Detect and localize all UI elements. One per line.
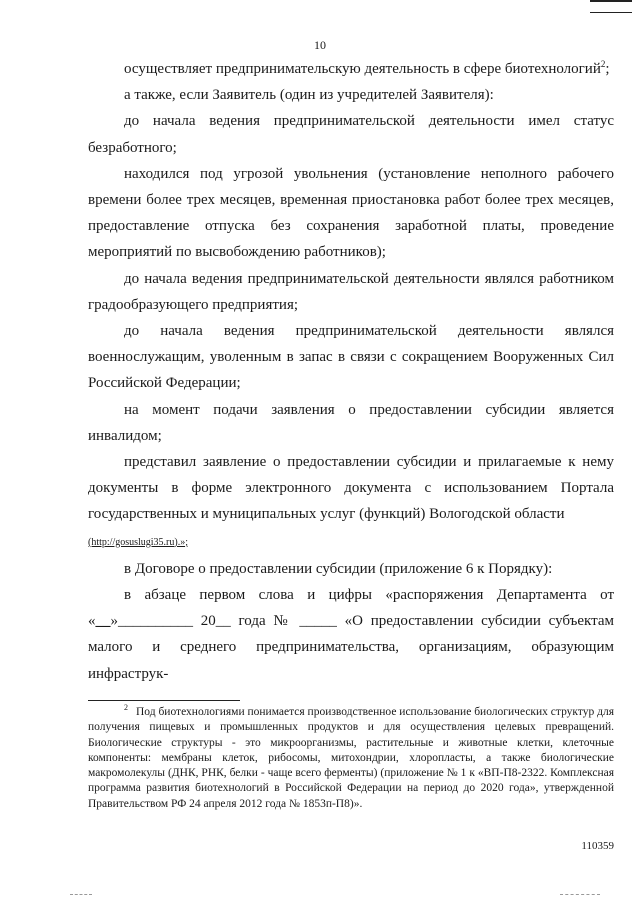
paragraph-disabled: на момент подачи заявления о предоставлении субсидии является инвалидом; — [88, 401, 614, 444]
page-number: 10 — [314, 38, 326, 52]
paragraph-city-forming-enterprise: до начала ведения предпринимательской деятельности являлся работником градообразующего предприятия; — [88, 270, 614, 313]
scan-edge-mark-right — [560, 894, 600, 896]
paragraph-dismissal-threat: находился под угрозой увольнения (установление неполного рабочего времени более трех месяцев, временная приостановка работ более трех месяцев, предоставление отпуска без сохранения заработной платы, проведение мероприятий по высвобождению работников); — [88, 165, 614, 261]
body-text — [88, 56, 614, 687]
paragraph-founder-intro: а также, если Заявитель (один из учредителей Заявителя): — [124, 87, 494, 104]
paragraph-electronic-application: представил заявление о предоставлении субсидии и прилагаемые к нему документы в форме электронного документа с использованием Портала государственных и муниципальных услуг (функций) Вологодской области (http://gosuslugi35.ru).»; — [88, 454, 614, 548]
footnote-divider — [88, 700, 240, 701]
footnote — [88, 705, 614, 812]
portal-link[interactable]: (http://gosuslugi35.ru).»; — [88, 536, 188, 548]
paragraph-biotech: осуществляет предпринимательскую деятельность в сфере биотехнологий$^2$; — [124, 59, 610, 77]
paragraph-unemployed: до начала ведения предпринимательской деятельности имел статус безработного; — [88, 113, 614, 156]
scan-edge-mark-left — [70, 894, 92, 896]
blank-number: _____ — [299, 613, 337, 630]
blank-day: __ — [95, 613, 111, 630]
blank-month: __________ — [118, 613, 193, 630]
footnote-text: Под биотехнологиями понимается производственное использование биологических структур для получения пищевых и промышленных продуктов и для осуществления целевых превращений. Биологические структуры - это микроорганизмы, растительные и животные клетки, клеточные компоненты: мембраны клеток, рибосомы, митохондрии, хлоропласты, а также биологические макромолекулы (ДНК, РНК, белки - чаще всего ферменты) (приложение № 1 к «ВП-П8-2322. Комплексная программа развития биотехнологий в Российской Федерации на период до 2020 года», утвержденной Правительством РФ 24 апреля 2012 года № 1853п-П8)». — [88, 706, 614, 810]
scan-corner-mark — [590, 0, 632, 13]
footnote-marker: 2 — [124, 703, 128, 713]
paragraph-first-clause: в абзаце первом слова и цифры «распоряжения Департамента от «__»__________ 20__ года № _____ «О предоставлении субсидии субъектам малого и среднего предпринимательства, организациям, образующим инфраструк- — [88, 587, 615, 682]
footnote-ref: 2 — [600, 59, 606, 69]
document-code: 110359 — [581, 840, 614, 852]
paragraph-military: до начала ведения предпринимательской деятельности являлся военнослужащим, уволенным в запас в связи с сокращением Вооруженных Сил Российской Федерации; — [88, 323, 614, 392]
paragraph-subsidy-agreement: в Договоре о предоставлении субсидии (приложение 6 к Порядку): — [124, 560, 553, 577]
blank-year: __ — [215, 613, 231, 630]
